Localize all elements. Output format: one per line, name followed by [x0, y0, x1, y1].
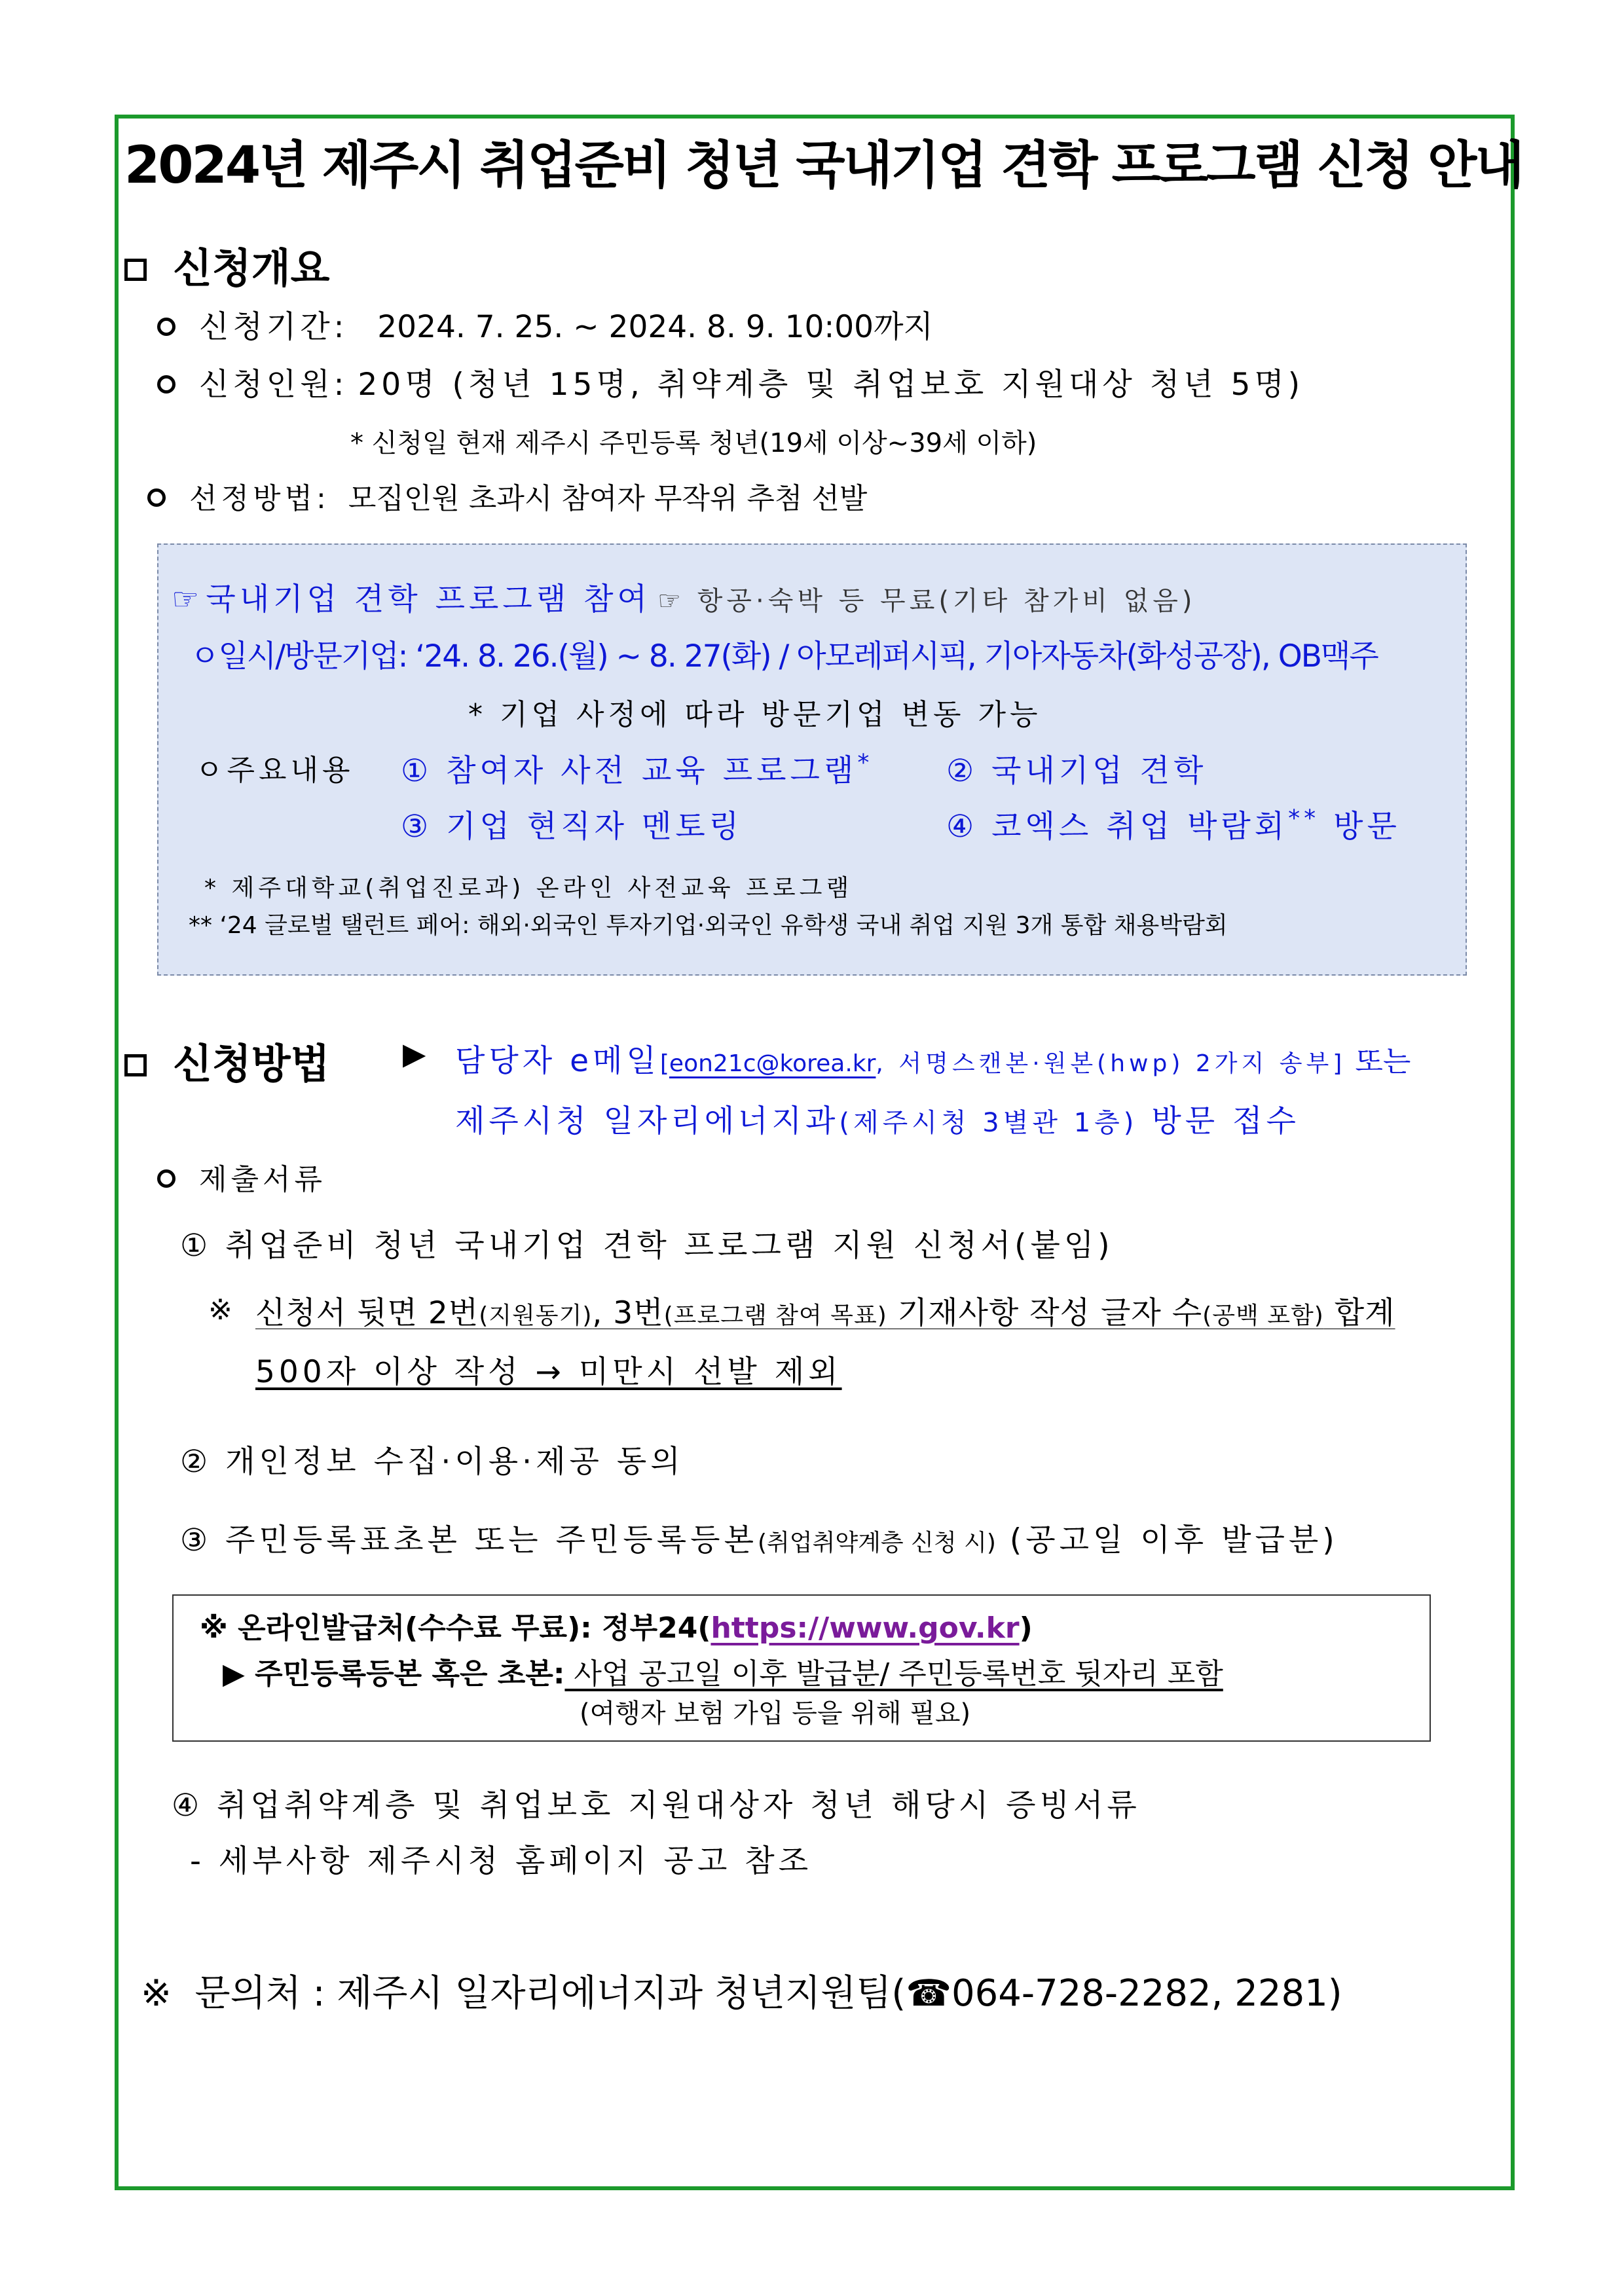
- period-value: 2024. 7. 25. ~ 2024. 8. 9. 10:00까지: [377, 309, 933, 345]
- circle-bullet-icon: [157, 1169, 175, 1188]
- overview-heading: 신청개요: [124, 236, 330, 294]
- circle-bullet-icon: [157, 375, 175, 394]
- gov24-link[interactable]: https://www.gov.kr: [710, 1611, 1020, 1645]
- eligibility-note: * 신청일 현재 제주시 주민등록 청년(19세 이상~39세 이하): [350, 428, 1037, 458]
- circle-bullet-icon: [147, 488, 166, 507]
- length-requirement-note: 신청서 뒷면 2번(지원동기), 3번(프로그램 참여 목표) 기재사항 작성 글자 수(공백 포함) 합계: [255, 1295, 1395, 1331]
- circle-bullet-icon: [157, 318, 175, 336]
- schedule-row: ㅇ일시/방문기업: ‘24. 8. 26.(월) ~ 8. 27(화) / 아모레퍼시픽, 기아자동차(화성공장), OB맥주: [190, 638, 1378, 674]
- document-1: ① 취업준비 청년 국내기업 견학 프로그램 지원 신청서(붙임): [180, 1228, 1114, 1264]
- hand-pointer-icon: ☞: [172, 581, 200, 617]
- arrow-right-icon: ▶: [403, 1036, 426, 1071]
- phone-icon: ☎: [906, 1972, 951, 2015]
- period-row: 신청기간: 2024. 7. 25. ~ 2024. 8. 9. 10:00까지: [157, 303, 933, 346]
- free-note: ☞ 항공·숙박 등 무료(기타 참가비 없음): [657, 586, 1196, 616]
- method-line-1: 담당자 e메일[eon21c@korea.kr, 서명스캔본·원본(hwp) 2가지 송부] 또는: [455, 1043, 1411, 1079]
- content-item-4: ④ 코엑스 취업 박람회** 방문: [946, 805, 1401, 845]
- change-note: * 기업 사정에 따라 방문기업 변동 가능: [468, 698, 1042, 731]
- method-heading: 신청방법: [124, 1031, 330, 1090]
- count-row: 신청인원: 20명 (청년 15명, 취약계층 및 취업보호 지원대상 청년 5명): [157, 360, 1304, 404]
- document-4: ④ 취업취약계층 및 취업보호 지원대상자 청년 해당시 증빙서류: [172, 1788, 1141, 1824]
- documents-label-row: 제출서류: [157, 1156, 326, 1198]
- document-2: ② 개인정보 수집·이용·제공 동의: [180, 1444, 684, 1480]
- reference-mark: ※: [208, 1293, 232, 1327]
- online-issuance-row: ※ 온라인발급처(수수료 무료): 정부24(https://www.gov.kr): [200, 1611, 1033, 1645]
- contact-row: ※ 문의처 : 제주시 일자리에너지과 청년지원팀(☎064-728-2282, 2281): [141, 1972, 1342, 2015]
- content-label: ㅇ주요내용: [195, 754, 354, 787]
- online-issuance-sub: ▶ 주민등록등본 혹은 초본: 사업 공고일 이후 발급분/ 주민등록번호 뒷자리 포함: [223, 1657, 1223, 1691]
- count-value: 20명 (청년 15명, 취약계층 및 취업보호 지원대상 청년 5명): [358, 367, 1304, 403]
- content-item-2: ② 국내기업 견학: [946, 753, 1208, 789]
- footnote-1: * 제주대학교(취업진로과) 온라인 사전교육 프로그램: [204, 875, 853, 902]
- method-line-2: 제주시청 일자리에너지과(제주시청 3별관 1층) 방문 접수: [455, 1103, 1300, 1139]
- contact-phone: 064-728-2282, 2281): [951, 1972, 1342, 2015]
- content-item-1: ① 참여자 사전 교육 프로그램*: [401, 749, 874, 789]
- email-link[interactable]: eon21c@korea.kr: [669, 1050, 876, 1077]
- program-heading-row: [172, 575, 1196, 619]
- square-bullet-icon: [124, 259, 147, 281]
- online-issuance-reason: (여행자 보험 가입 등을 위해 필요): [580, 1698, 971, 1729]
- document-4-detail: - 세부사항 제주시청 홈페이지 공고 참조: [190, 1843, 813, 1879]
- selection-value: 모집인원 초과시 참여자 무작위 추첨 선발: [348, 482, 868, 515]
- program-heading: 국내기업 견학 프로그램 참여: [206, 581, 651, 617]
- document-3: ③ 주민등록표초본 또는 주민등록등본(취업취약계층 신청 시) (공고일 이후 발급분): [180, 1522, 1338, 1558]
- square-bullet-icon: [124, 1054, 147, 1076]
- selection-row: 선정방법: 모집인원 초과시 참여자 무작위 추첨 선발: [147, 475, 867, 517]
- length-requirement-line-2: 500자 이상 작성 → 미만시 선발 제외: [255, 1354, 842, 1390]
- page-title: 2024년 제주시 취업준비 청년 국내기업 견학 프로그램 신청 안내: [124, 136, 1522, 195]
- content-item-3: ③ 기업 현직자 멘토링: [401, 809, 743, 845]
- footnote-2: ** ‘24 글로벌 탤런트 페어: 해외·외국인 투자기업·외국인 유학생 국내 취업 지원 3개 통합 채용박람회: [189, 912, 1228, 939]
